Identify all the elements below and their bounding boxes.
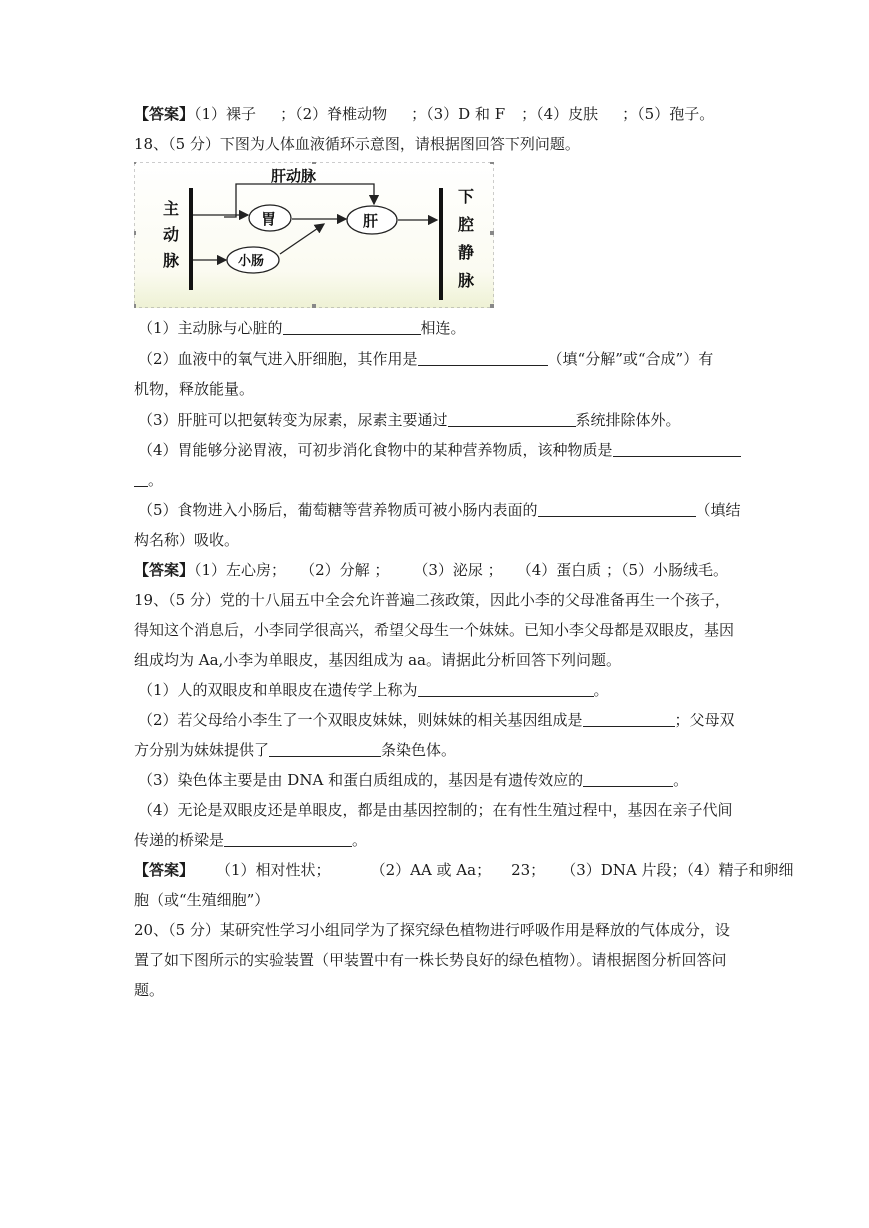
answer-label: 【答案】 (134, 861, 195, 879)
aorta-bar (189, 188, 193, 290)
question-18-sub-3: （3）肝脏可以把氨转变为尿素，尿素主要通过 系统排除体外。 (138, 411, 681, 429)
question-18-sub-5: （5）食物进入小肠后，葡萄糖等营养物质可被小肠内表面的 （填结 (138, 501, 741, 519)
answer-part: ；（5）孢子。 (622, 105, 715, 123)
question-18-stem: 18、（5 分）下图为人体血液循环示意图，请根据图回答下列问题。 (134, 135, 580, 153)
answer-18: 【答案】（1）左心房； （2）分解 ； （3）泌尿 ； （4）蛋白质 ；（5）小肠绒毛。 (134, 561, 729, 579)
question-19-sub-3: （3）染色体主要是由 DNA 和蛋白质组成的，基因是有遗传效应的 。 (138, 771, 689, 789)
answer-part: ；（2）脊椎动物 (280, 105, 388, 123)
answer-part: （1）裸子 (194, 105, 257, 123)
answer-part: ；（3）D 和 F (411, 105, 506, 123)
answer-blank[interactable] (224, 830, 352, 847)
answer-blank[interactable] (269, 740, 381, 757)
answer-blank[interactable] (283, 318, 421, 335)
aorta-label-char: 主 (163, 199, 180, 218)
vena-cava-label-char: 腔 (458, 215, 475, 234)
answer-blank[interactable] (538, 500, 696, 517)
answer-19: 【答案】 （1）相对性状； （2）AA 或 Aa； 23； （3）DNA 片段；（4）精子和卵细 (134, 861, 794, 879)
answer-blank[interactable] (418, 680, 594, 697)
question-18-sub-1: （1）主动脉与心脏的 相连。 (138, 319, 466, 337)
answer-blank[interactable] (583, 770, 673, 787)
question-18-sub-4: （4）胃能够分泌胃液，可初步消化食物中的某种营养物质，该种物质是 (138, 440, 741, 460)
vena-cava-label-char: 静 (458, 243, 475, 262)
hepatic-artery-label: 肝动脉 (271, 167, 317, 185)
answer-blank[interactable] (448, 410, 576, 427)
question-19-stem: 19、（5 分）党的十八届五中全会允许普遍二孩政策，因此小李的父母准备再生一个孩子， (134, 591, 730, 609)
question-19-sub-1: （1）人的双眼皮和单眼皮在遗传学上称为 。 (138, 681, 609, 699)
question-18-sub-2: （2）血液中的氧气进入肝细胞，其作用是 （填“分解”或“合成”）有 (138, 350, 714, 368)
question-19-sub-4-cont: 传递的桥梁是 。 (134, 831, 368, 849)
small-intestine-label: 小肠 (238, 254, 265, 269)
aorta-label-char: 动 (163, 225, 180, 244)
answer-blank[interactable] (418, 349, 548, 366)
blood-circulation-diagram (134, 162, 494, 308)
question-19-sub-2: （2）若父母给小李生了一个双眼皮妹妹，则妹妹的相关基因组成是 ；父母双 (138, 711, 735, 729)
vena-cava-label-char: 下 (458, 187, 475, 206)
answer-blank[interactable] (134, 470, 148, 487)
question-18-sub-4-cont: 。 (134, 470, 163, 490)
stomach-label: 胃 (261, 210, 277, 228)
question-18-sub-2-cont: 机物，释放能量。 (134, 380, 255, 398)
answer-part: ；（4）皮肤 (521, 105, 599, 123)
question-20-stem: 20、（5 分）某研究性学习小组同学为了探究绿色植物进行呼吸作用是释放的气体成分，设 (134, 921, 730, 939)
question-20-stem: 题。 (134, 981, 165, 999)
question-18-sub-5-cont: 构名称）吸收。 (134, 531, 240, 549)
vena-cava-bar (439, 188, 443, 300)
answer-19-cont: 胞（或“生殖细胞”） (134, 891, 270, 909)
answer-blank[interactable] (583, 710, 675, 727)
aorta-label-char: 脉 (163, 251, 180, 270)
question-19-stem: 得知这个消息后，小李同学很高兴，希望父母生一个妹妹。已知小李父母都是双眼皮，基因 (134, 621, 735, 639)
vena-cava-label-char: 脉 (458, 271, 475, 290)
question-19-stem: 组成均为 Aa,小李为单眼皮，基因组成为 aa。请据此分析回答下列问题。 (134, 651, 621, 669)
answer-17 (134, 104, 714, 124)
answer-blank[interactable] (613, 440, 741, 457)
question-19-sub-2-cont: 方分别为妹妹提供了 条染色体。 (134, 741, 457, 759)
answer-label: 【答案】 (134, 105, 195, 123)
answer-label: 【答案】 (134, 561, 195, 579)
liver-label: 肝 (363, 212, 379, 230)
question-19-sub-4: （4）无论是双眼皮还是单眼皮，都是由基因控制的；在有性生殖过程中，基因在亲子代间 (138, 801, 733, 819)
question-20-stem: 置了如下图所示的实验装置（甲装置中有一株长势良好的绿色植物）。请根据图分析回答问 (134, 951, 727, 969)
